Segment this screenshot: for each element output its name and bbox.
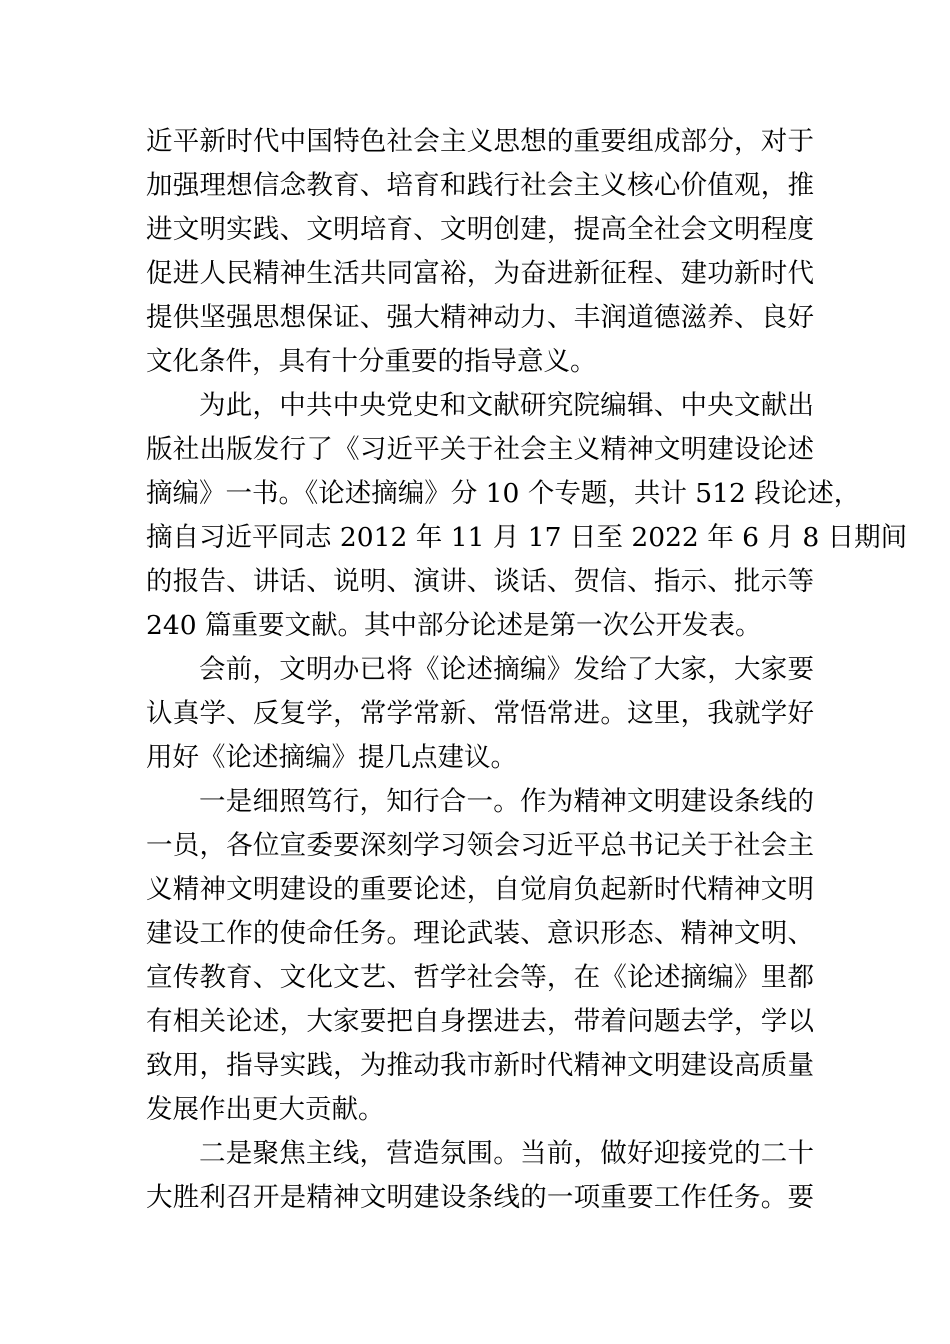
- text-line: 义精神文明建设的重要论述，自觉肩负起新时代精神文明: [146, 874, 814, 905]
- text-line: 加强理想信念教育、培育和践行社会主义核心价值观，推: [146, 170, 814, 201]
- text-line: 认真学、反复学，常学常新、常悟常进。这里，我就学好: [146, 698, 814, 729]
- text-line: 一是细照笃行，知行合一。作为精神文明建设条线的: [199, 786, 814, 817]
- text-line: 提供坚强思想保证、强大精神动力、丰润道德滋养、良好: [146, 302, 814, 333]
- text-line: 一员，各位宣委要深刻学习领会习近平总书记关于社会主: [146, 830, 814, 861]
- text-line: 240 篇重要文献。其中部分论述是第一次公开发表。: [146, 610, 762, 641]
- paragraph: [146, 780, 814, 1132]
- text-line: 二是聚焦主线，营造氛围。当前，做好迎接党的二十: [199, 1138, 814, 1169]
- text-line: 用好《论述摘编》提几点建议。: [146, 742, 517, 773]
- document-body: [146, 120, 908, 1220]
- text-line: 文化条件，具有十分重要的指导意义。: [146, 346, 597, 377]
- paragraph: [146, 120, 814, 384]
- text-line: 为此，中共中央党史和文献研究院编辑、中央文献出: [199, 390, 814, 421]
- text-line: 致用，指导实践，为推动我市新时代精神文明建设高质量: [146, 1050, 814, 1081]
- paragraph: [146, 384, 908, 648]
- text-line: 有相关论述，大家要把自身摆进去，带着问题去学，学以: [146, 1006, 814, 1037]
- text-line: 会前，文明办已将《论述摘编》发给了大家，大家要: [199, 654, 814, 685]
- text-line: 促进人民精神生活共同富裕，为奋进新征程、建功新时代: [146, 258, 814, 289]
- text-line: 近平新时代中国特色社会主义思想的重要组成部分，对于: [146, 126, 814, 157]
- text-line: 摘编》一书。《论述摘编》分 10 个专题，共计 512 段论述，: [146, 478, 861, 509]
- paragraph: [146, 648, 814, 780]
- text-line: 版社出版发行了《习近平关于社会主义精神文明建设论述: [146, 434, 814, 465]
- text-line: 发展作出更大贡献。: [146, 1094, 385, 1125]
- text-line: 进文明实践、文明培育、文明创建，提高全社会文明程度: [146, 214, 814, 245]
- text-line: 大胜利召开是精神文明建设条线的一项重要工作任务。要: [146, 1182, 814, 1213]
- text-line: 宣传教育、文化文艺、哲学社会等，在《论述摘编》里都: [146, 962, 814, 993]
- text-line: 的报告、讲话、说明、演讲、谈话、贺信、指示、批示等: [146, 566, 814, 597]
- text-line: 建设工作的使命任务。理论武装、意识形态、精神文明、: [146, 918, 814, 949]
- text-line: 摘自习近平同志 2012 年 11 月 17 日至 2022 年 6 月 8 日期间: [146, 522, 908, 553]
- paragraph: [146, 1132, 814, 1220]
